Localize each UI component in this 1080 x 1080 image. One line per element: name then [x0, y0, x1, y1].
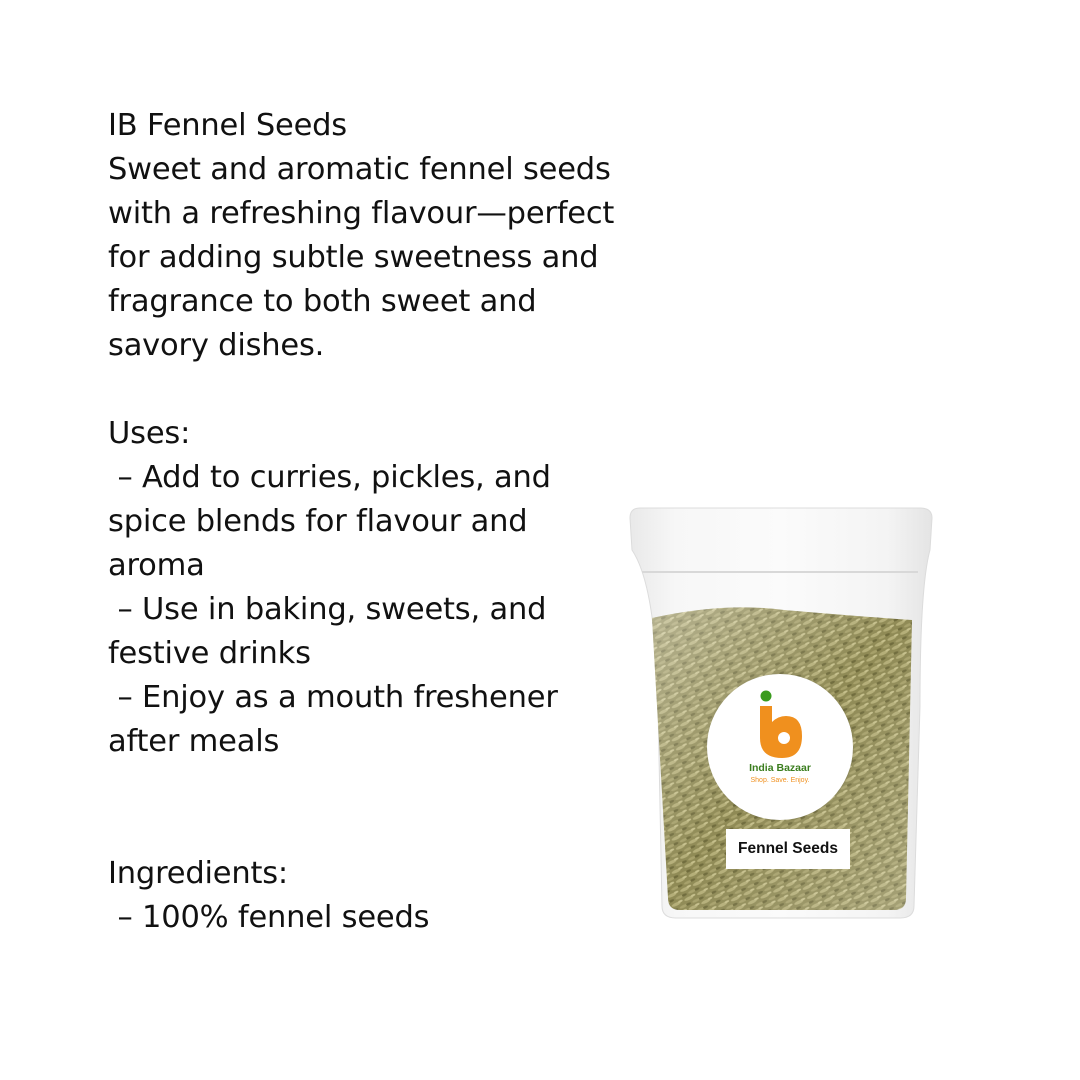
uses-line: spice blends for flavour and — [108, 504, 528, 539]
product-description-text — [108, 104, 668, 940]
ingredients-heading: Ingredients: — [108, 856, 288, 891]
spacer — [108, 764, 668, 852]
brand-name: India Bazaar — [749, 762, 811, 774]
description-line: savory dishes. — [108, 328, 325, 363]
ingredients-line: – 100% fennel seeds — [108, 900, 430, 935]
description-line: fragrance to both sweet and — [108, 284, 537, 319]
product-title: IB Fennel Seeds — [108, 108, 347, 143]
brand-tagline: Shop. Save. Enjoy. — [750, 777, 810, 784]
uses-line: festive drinks — [108, 636, 311, 671]
description-line: for adding subtle sweetness and — [108, 240, 599, 275]
uses-line: – Add to curries, pickles, and — [108, 460, 551, 495]
uses-line: – Enjoy as a mouth freshener — [108, 680, 558, 715]
spacer — [108, 368, 668, 412]
uses-line: aroma — [108, 548, 205, 583]
description-line: with a refreshing flavour—perfect — [108, 196, 615, 231]
uses-line: after meals — [108, 724, 280, 759]
brand-logo-badge — [707, 674, 853, 820]
india-bazaar-logo-icon — [756, 690, 806, 762]
uses-heading: Uses: — [108, 416, 191, 451]
product-label: Fennel Seeds — [726, 829, 850, 869]
uses-line: – Use in baking, sweets, and — [108, 592, 547, 627]
description-line: Sweet and aromatic fennel seeds — [108, 152, 611, 187]
